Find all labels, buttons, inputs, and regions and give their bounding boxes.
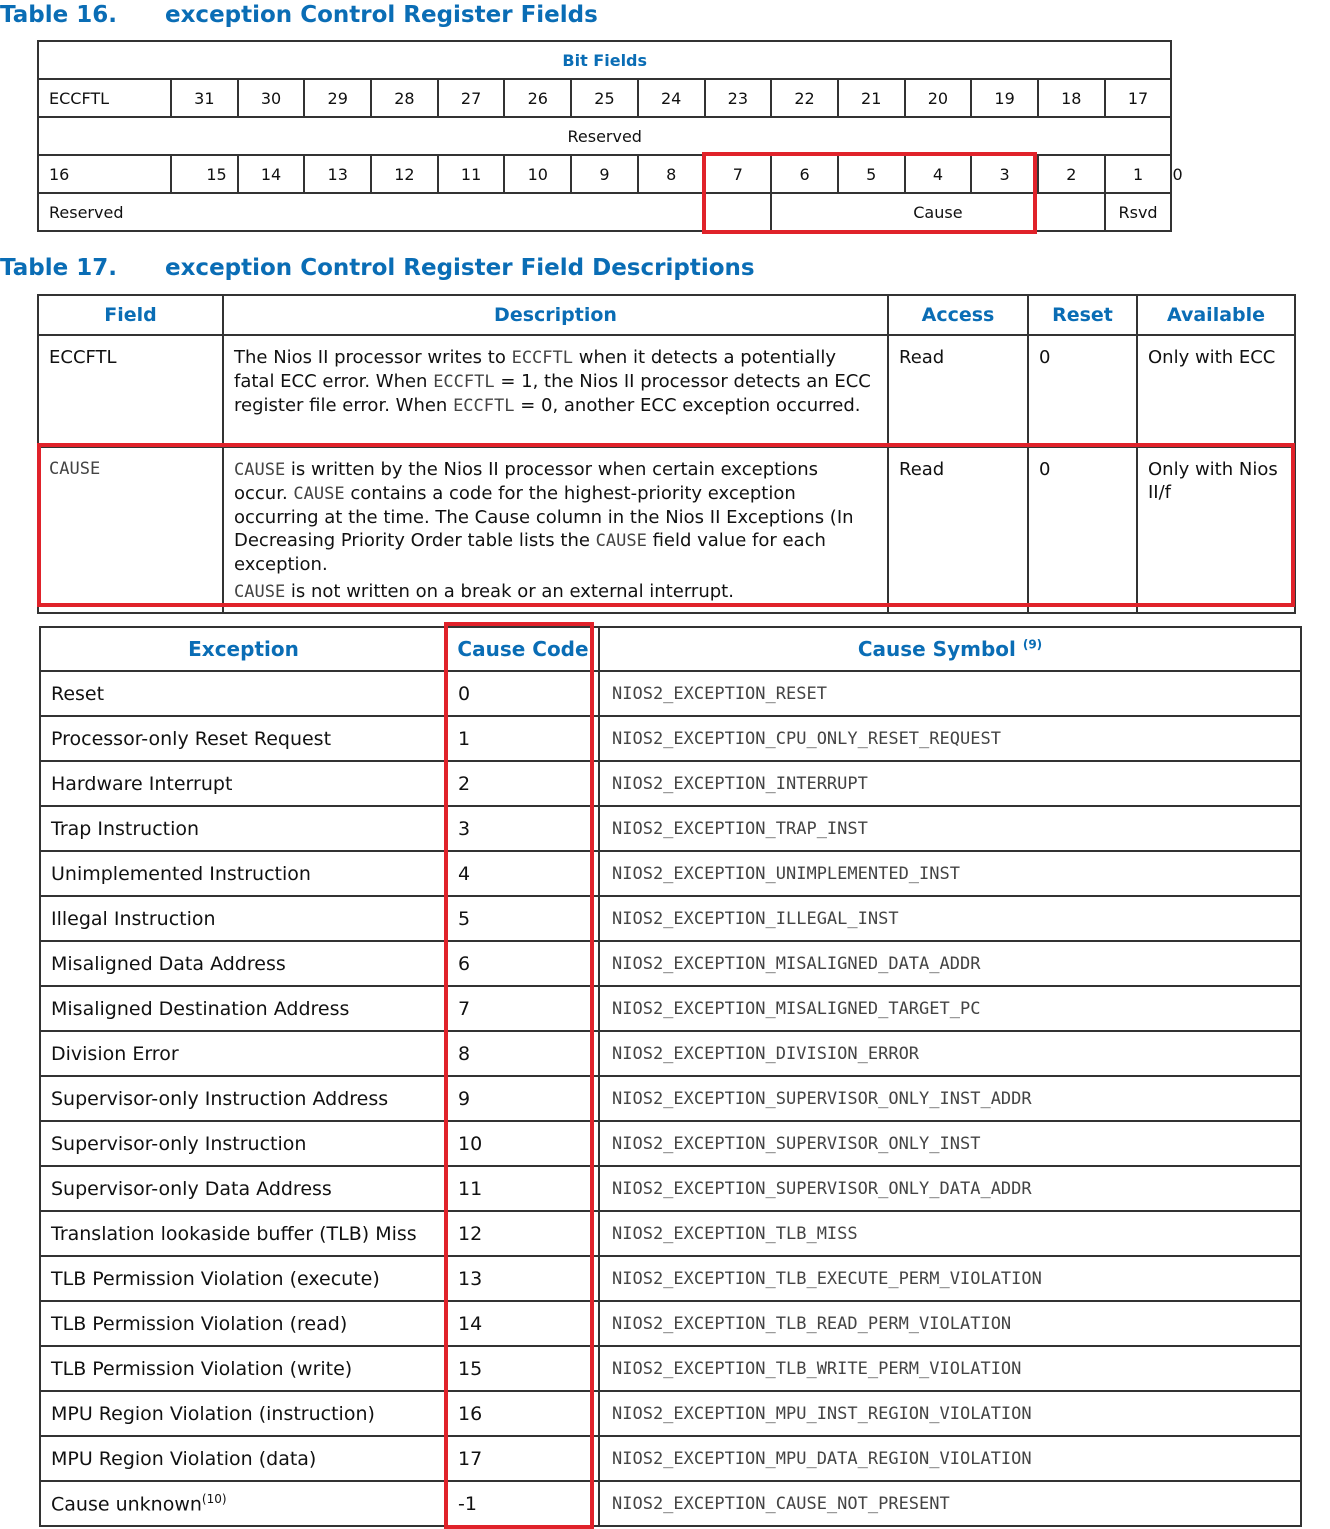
header-description: Description [223, 295, 888, 335]
cause-code: 13 [447, 1256, 599, 1301]
cause-code: 9 [447, 1076, 599, 1121]
cause-code: 7 [447, 986, 599, 1031]
cause-field-label: Cause [771, 193, 1104, 231]
bit-cell: 28 [371, 79, 438, 117]
cause-code: 3 [447, 806, 599, 851]
cause-description-note [234, 580, 877, 604]
text: The Nios II processor writes to [234, 347, 512, 368]
exception-name-text: Trap Instruction [51, 817, 200, 840]
cause-code: 14 [447, 1301, 599, 1346]
cause-code: 17 [447, 1436, 599, 1481]
table-row [40, 1481, 1301, 1526]
exception-name [40, 1301, 447, 1346]
bit-cell: 14 [238, 155, 305, 193]
exception-name [40, 1211, 447, 1256]
bit-cell: 25 [571, 79, 638, 117]
exception-name-text: MPU Region Violation (data) [51, 1447, 317, 1470]
cause-symbol: NIOS2_EXCEPTION_TLB_MISS [599, 1211, 1301, 1256]
header-cause-symbol [599, 627, 1301, 671]
table17-number: Table 17. [0, 255, 117, 281]
eccftl-access: Read [888, 335, 1028, 447]
bit-cell: 1 [1105, 155, 1172, 193]
bit-cell: 5 [838, 155, 905, 193]
cause-code: 4 [447, 851, 599, 896]
table16-title: exception Control Register Fields [165, 2, 598, 28]
reserved-low-label: Reserved [38, 193, 771, 231]
cause-code: 15 [447, 1346, 599, 1391]
footnote-ref: (9) [1022, 637, 1043, 652]
eccftl-row [38, 335, 1295, 447]
cause-description-para [234, 458, 877, 576]
exception-name [40, 761, 447, 806]
exception-name-text: Reset [51, 682, 105, 705]
reserved-row [38, 117, 1171, 155]
bit-cell: 18 [1038, 79, 1105, 117]
cause-symbol: NIOS2_EXCEPTION_SUPERVISOR_ONLY_INST_ADDR [599, 1076, 1301, 1121]
exception-name-text: Illegal Instruction [51, 907, 216, 930]
descriptions-header-row [38, 295, 1295, 335]
cause-symbol: NIOS2_EXCEPTION_CPU_ONLY_RESET_REQUEST [599, 716, 1301, 761]
exception-name-text: Cause unknown [51, 1493, 202, 1516]
table-row [40, 671, 1301, 716]
header-reset: Reset [1028, 295, 1137, 335]
cause-symbol: NIOS2_EXCEPTION_CAUSE_NOT_PRESENT [599, 1481, 1301, 1526]
table16-number: Table 16. [0, 2, 117, 28]
bit-cell: 19 [971, 79, 1038, 117]
text: when it detects a potentially fatal ECC error. When [234, 347, 836, 392]
cause-symbol: NIOS2_EXCEPTION_UNIMPLEMENTED_INST [599, 851, 1301, 896]
bit-cell: 24 [638, 79, 705, 117]
exception-name-text: MPU Region Violation (instruction) [51, 1402, 375, 1425]
code-eccftl: ECCFTL [453, 396, 515, 416]
cause-code: 6 [447, 941, 599, 986]
eccftl-available: Only with ECC [1137, 335, 1295, 447]
exception-name-text: TLB Permission Violation (read) [51, 1312, 348, 1335]
cause-symbol: NIOS2_EXCEPTION_DIVISION_ERROR [599, 1031, 1301, 1076]
exception-name [40, 1391, 447, 1436]
bit-cell: 17 [1105, 79, 1172, 117]
bit-cell: 9 [571, 155, 638, 193]
cause-code: 5 [447, 896, 599, 941]
cause-symbol: NIOS2_EXCEPTION_TLB_READ_PERM_VIOLATION [599, 1301, 1301, 1346]
cause-code: 10 [447, 1121, 599, 1166]
code-cause: CAUSE [595, 531, 647, 551]
bit-cell: 31 [171, 79, 238, 117]
bit-cell: 11 [438, 155, 505, 193]
table-row [40, 1076, 1301, 1121]
cause-symbol: NIOS2_EXCEPTION_SUPERVISOR_ONLY_INST [599, 1121, 1301, 1166]
cause-code: 0 [447, 671, 599, 716]
eccftl-description [223, 335, 888, 447]
bit-cell: 8 [638, 155, 705, 193]
exception-name-text: Supervisor-only Instruction [51, 1132, 307, 1155]
exception-name [40, 1121, 447, 1166]
table-row [40, 1346, 1301, 1391]
eccftl-field: ECCFTL [38, 335, 223, 447]
exceptions-table [39, 626, 1302, 1527]
text: = 1, the Nios II processor detects an ECC register file error. When [234, 371, 871, 416]
table-row [40, 1031, 1301, 1076]
exception-name [40, 1256, 447, 1301]
header-available: Available [1137, 295, 1295, 335]
table-row [40, 716, 1301, 761]
code-eccftl: ECCFTL [433, 372, 495, 392]
table-row [40, 851, 1301, 896]
bit-cell: 4 [905, 155, 972, 193]
exception-name [40, 671, 447, 716]
table17-title: exception Control Register Field Descriptions [165, 255, 755, 281]
cause-symbol: NIOS2_EXCEPTION_MISALIGNED_DATA_ADDR [599, 941, 1301, 986]
footnote-ref: (10) [201, 1491, 227, 1506]
header-exception: Exception [40, 627, 447, 671]
exception-name-text: Translation lookaside buffer (TLB) Miss [51, 1222, 417, 1245]
cause-symbol: NIOS2_EXCEPTION_MPU_DATA_REGION_VIOLATION [599, 1436, 1301, 1481]
field-descriptions-table [37, 294, 1296, 614]
bit-cell: 20 [905, 79, 972, 117]
table17-caption [0, 255, 755, 281]
cause-symbol: NIOS2_EXCEPTION_TLB_WRITE_PERM_VIOLATION [599, 1346, 1301, 1391]
bit-row-low: 16 15 14 13 12 11 10 9 8 7 6 5 4 3 2 1 0 [38, 155, 1171, 193]
text: is not written on a break or an external interrupt. [285, 581, 734, 602]
cause-available: Only with Nios II/f [1137, 447, 1295, 613]
code-cause: CAUSE [293, 484, 345, 504]
cause-row [38, 447, 1295, 613]
bit-cell: 16 [38, 155, 171, 193]
table-row [40, 1256, 1301, 1301]
table-row [40, 1211, 1301, 1256]
exception-name-text: TLB Permission Violation (write) [51, 1357, 353, 1380]
table-row [40, 1436, 1301, 1481]
symbol-header-text: Cause Symbol [857, 637, 1016, 661]
code-cause: CAUSE [234, 460, 286, 480]
cause-symbol: NIOS2_EXCEPTION_TRAP_INST [599, 806, 1301, 851]
exception-name-text: Supervisor-only Instruction Address [51, 1087, 389, 1110]
reserved-high-label: Reserved [38, 117, 1171, 155]
bit-cell: 22 [771, 79, 838, 117]
exception-name [40, 1076, 447, 1121]
bit-cell: 6 [771, 155, 838, 193]
code-eccftl: ECCFTL [511, 348, 573, 368]
bit-cell: 15 [171, 155, 238, 193]
text: = 0, another ECC exception occurred. [514, 395, 861, 416]
exception-name-text: Unimplemented Instruction [51, 862, 311, 885]
cause-access: Read [888, 447, 1028, 613]
cause-code: 8 [447, 1031, 599, 1076]
table-row [40, 806, 1301, 851]
exception-name-text: Supervisor-only Data Address [51, 1177, 332, 1200]
bit-cell: 29 [304, 79, 371, 117]
code-cause: CAUSE [234, 582, 286, 602]
exception-name [40, 1481, 447, 1526]
bit-cell: 27 [438, 79, 505, 117]
bit-fields-header-row [38, 41, 1171, 79]
cause-symbol: NIOS2_EXCEPTION_SUPERVISOR_ONLY_DATA_ADDR [599, 1166, 1301, 1211]
cause-code: -1 [447, 1481, 599, 1526]
table-row [40, 1121, 1301, 1166]
table-row [40, 941, 1301, 986]
bit-cell: 30 [238, 79, 305, 117]
exception-name [40, 1031, 447, 1076]
cause-code: 16 [447, 1391, 599, 1436]
bit-cell: 12 [371, 155, 438, 193]
cause-code: 12 [447, 1211, 599, 1256]
cause-symbol: NIOS2_EXCEPTION_MPU_INST_REGION_VIOLATION [599, 1391, 1301, 1436]
table-row [40, 1391, 1301, 1436]
exception-name [40, 986, 447, 1031]
bit-cell: 2 [1038, 155, 1105, 193]
exception-name [40, 1166, 447, 1211]
bit-cell: 7 [705, 155, 772, 193]
exception-name [40, 716, 447, 761]
exception-name [40, 851, 447, 896]
cause-reset: 0 [1028, 447, 1137, 613]
cause-symbol: NIOS2_EXCEPTION_TLB_EXECUTE_PERM_VIOLATION [599, 1256, 1301, 1301]
exception-name [40, 1346, 447, 1391]
table16-caption [0, 2, 598, 28]
bit-row-high [38, 79, 1171, 117]
cause-description [223, 447, 888, 613]
table-row [40, 986, 1301, 1031]
header-cause-code: Cause Code [447, 627, 599, 671]
bit-cell: 3 [971, 155, 1038, 193]
bit-cell: 10 [504, 155, 571, 193]
exception-name-text: Hardware Interrupt [51, 772, 233, 795]
bit-cell: 21 [838, 79, 905, 117]
exception-name-text: Division Error [51, 1042, 179, 1065]
cause-symbol: NIOS2_EXCEPTION_MISALIGNED_TARGET_PC [599, 986, 1301, 1031]
text: field value for each exception. [234, 530, 826, 575]
cause-code: 11 [447, 1166, 599, 1211]
table-row [40, 1166, 1301, 1211]
header-access: Access [888, 295, 1028, 335]
exception-name-text: Processor-only Reset Request [51, 727, 332, 750]
table-row [40, 896, 1301, 941]
eccftl-reset: 0 [1028, 335, 1137, 447]
text: is written by the Nios II processor when certain exceptions occur. [234, 459, 819, 504]
field-name-row [38, 193, 1171, 231]
bit-fields-header: Bit Fields [38, 41, 1171, 79]
bit-cell: 13 [304, 155, 371, 193]
cause-field: CAUSE [38, 447, 223, 613]
table-row [40, 1301, 1301, 1346]
text: contains a code for the highest-priority exception occurring at the time. The Cause column in the Nios II Exceptions (In Decreasing Priority Order table lists the [234, 483, 854, 551]
bit-fields-table [37, 40, 1183, 232]
exception-name [40, 941, 447, 986]
exception-name-text: TLB Permission Violation (execute) [51, 1267, 380, 1290]
header-field: Field [38, 295, 223, 335]
bit-cell: 23 [705, 79, 772, 117]
table-row [40, 761, 1301, 806]
cause-symbol: NIOS2_EXCEPTION_ILLEGAL_INST [599, 896, 1301, 941]
rsvd-field-label: Rsvd [1105, 193, 1172, 231]
exception-name [40, 1436, 447, 1481]
exception-name-text: Misaligned Data Address [51, 952, 286, 975]
exception-name [40, 896, 447, 941]
cause-symbol: NIOS2_EXCEPTION_INTERRUPT [599, 761, 1301, 806]
eccftl-bit-label: ECCFTL [38, 79, 171, 117]
cause-code: 2 [447, 761, 599, 806]
cause-code: 1 [447, 716, 599, 761]
exception-name-text: Misaligned Destination Address [51, 997, 350, 1020]
exception-name [40, 806, 447, 851]
cause-symbol: NIOS2_EXCEPTION_RESET [599, 671, 1301, 716]
exceptions-header-row [40, 627, 1301, 671]
bit-cell: 26 [504, 79, 571, 117]
